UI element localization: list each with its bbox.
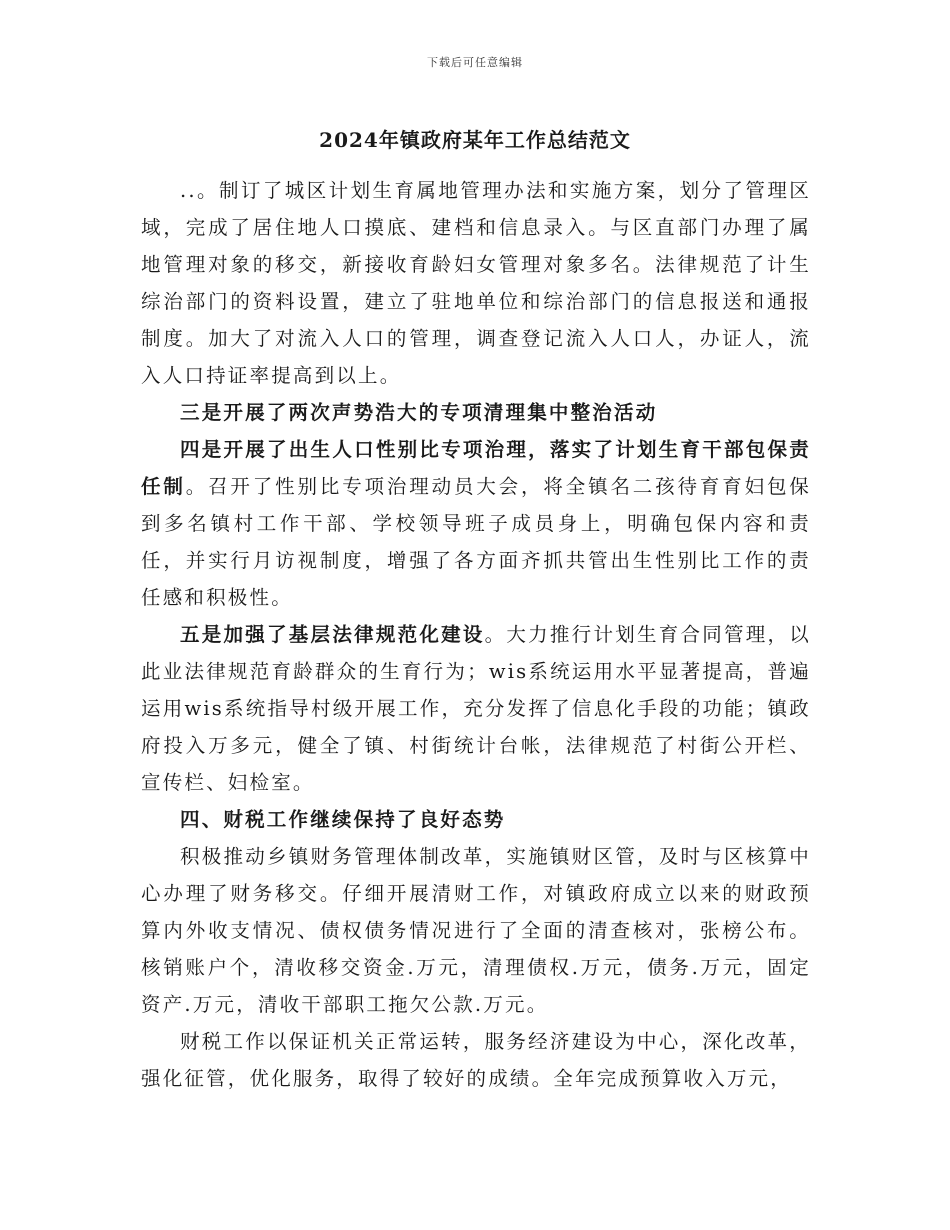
paragraph-text: 积极推动乡镇财务管理体制改革，实施镇财区管，及时与区核算中心办理了财务移交。仔细开展清财工作，对镇政府成立以来的财政预算内外收支情况、债权债务情况进行了全面的清查核对，张榜公布。核销账户个，清收移交资金.万元，清理债权.万元，债务.万元，固定资产.万元，清收干部职工拖欠公款.万元。 (141, 845, 811, 1016)
paragraph-lead: 四是开展了出生人口性别比专项治理，落实了计划生育干部包保责任制 (141, 438, 811, 498)
section-heading: 三是开展了两次声势浩大的专项清理集中整治活动 (180, 401, 658, 424)
paragraph (141, 1023, 811, 1097)
paragraph (141, 431, 811, 616)
document-title: 2024年镇政府某年工作总结范文 (319, 128, 631, 152)
section-heading: 四、财税工作继续保持了良好态势 (180, 808, 506, 831)
paragraph-lead: 五是加强了基层法律规范化建设 (180, 623, 485, 646)
paragraph-text: 财税工作以保证机关正常运转，服务经济建设为中心，深化改革，强化征管，优化服务，取得了较好的成绩。全年完成预算收入万元， (141, 1030, 811, 1090)
paragraph-text: ..。制订了城区计划生育属地管理办法和实施方案，划分了管理区域，完成了居住地人口摸底、建档和信息录入。与区直部门办理了属地管理对象的移交，新接收育龄妇女管理对象多名。法律规范了计生综治部门的资料设置，建立了驻地单位和综治部门的信息报送和通报制度。加大了对流入人口的管理，调查登记流入人口人，办证人，流入人口持证率提高到以上。 (141, 179, 811, 387)
paragraph-text: 。大力推行计划生育合同管理，以此业法律规范育龄群众的生育行为；wis系统运用水平显著提高，普遍运用wis系统指导村级开展工作，充分发挥了信息化手段的功能；镇政府投入万多元，健全了镇、村街统计台帐，法律规范了村街公开栏、宣传栏、妇检室。 (141, 623, 811, 794)
document-body (141, 172, 811, 1097)
paragraph (141, 838, 811, 1023)
paragraph (141, 172, 811, 394)
paragraph (141, 616, 811, 801)
paragraph-text: 。召开了性别比专项治理动员大会，将全镇名二孩待育育妇包保到多名镇村工作干部、学校领导班子成员身上，明确包保内容和责任，并实行月访视制度，增强了各方面齐抓共管出生性别比工作的责任感和积极性。 (141, 475, 811, 609)
header-note: 下载后可任意编辑 (427, 56, 523, 69)
